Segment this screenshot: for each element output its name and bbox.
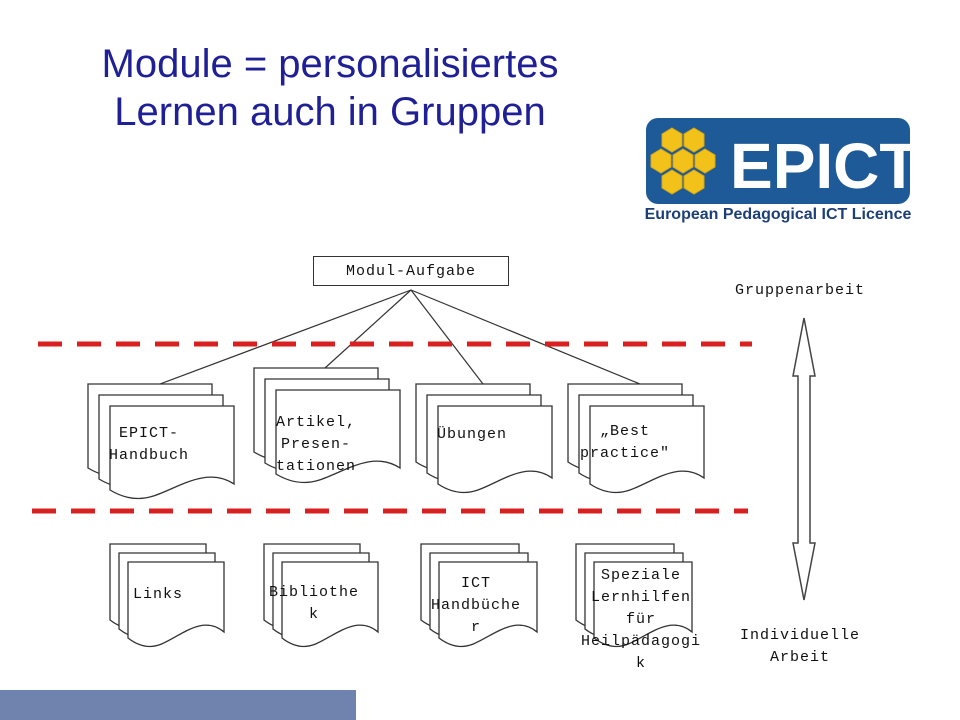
document-label-level2-4 [566,563,716,677]
label-line: ICT [460,575,491,592]
label-line: für [625,611,656,628]
document-label-level2-1 [110,580,206,610]
label-line: tationen [275,458,356,475]
label-line: Lernhilfen [590,589,691,606]
label-line: Presen- [280,436,351,453]
label-line: Links [132,586,183,603]
scale-top-label: Gruppenarbeit [734,282,866,299]
label-line: Bibliothe [268,584,359,601]
label-line: r [470,619,481,636]
footer-bar [0,690,356,720]
document-label-level1-2 [254,410,378,480]
label-individuelle-arbeit [720,625,880,669]
logo-subtitle: European Pedagogical ICT Licence [644,206,912,223]
root-node-modul-aufgabe [313,256,509,286]
document-label-level2-2 [256,580,372,628]
scale-bottom-line-1: Individuelle [739,627,861,644]
title-line-1: Module = personalisiertes [101,42,559,86]
label-line: k [635,655,646,672]
label-line: Artikel, [275,414,356,431]
label-gruppenarbeit [720,280,880,302]
logo-brand: EPICT [730,130,912,202]
title-line-2: Lernen auch in Gruppen [114,90,546,134]
tree-connectors [160,290,640,384]
label-line: Übungen [436,426,507,443]
document-label-level1-1 [88,410,210,480]
document-label-level1-3 [416,415,528,455]
label-line: Handbüche [430,597,521,614]
document-label-level2-3 [416,573,536,639]
label-line: Handbuch [108,447,189,464]
label-line: Heilpädagogi [580,633,702,650]
document-label-level1-4 [568,415,682,471]
root-node-label: Modul-Aufgabe [345,262,477,280]
double-arrow [793,318,815,600]
label-line: „Best [599,423,650,440]
label-line: k [308,606,319,623]
label-line: practice" [579,445,670,462]
label-line: Speziale [600,567,681,584]
scale-bottom-line-2: Arbeit [769,649,830,666]
label-line: EPICT- [118,425,179,442]
